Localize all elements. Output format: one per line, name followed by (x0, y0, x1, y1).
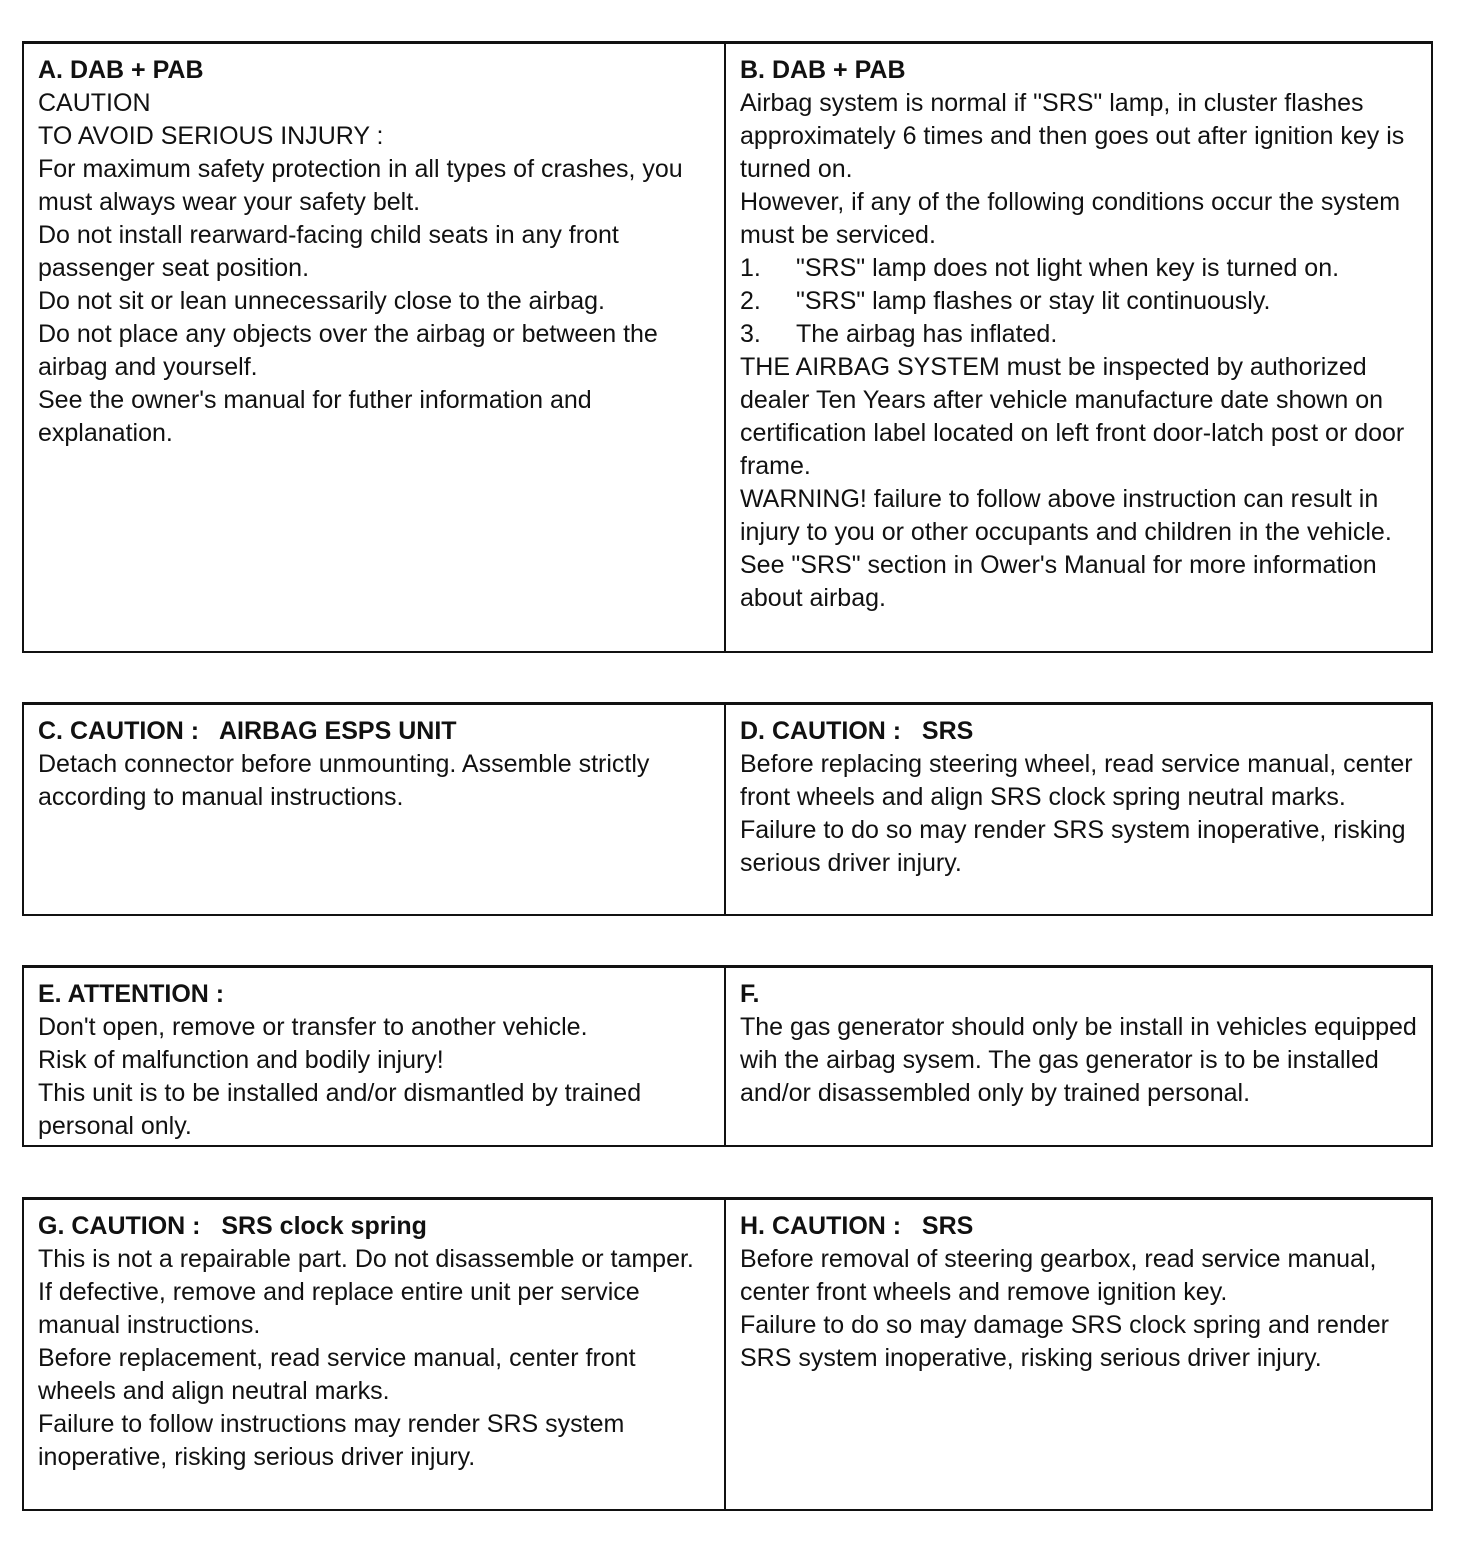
label-g-line: Before replacement, read service manual, center front wheels and align neutral marks. (38, 1344, 636, 1405)
label-g (24, 1200, 726, 1509)
label-b-line: THE AIRBAG SYSTEM must be inspected by authorized dealer Ten Years after vehicle manufacture date shown on certification label located on left front door-latch post or door frame. (740, 353, 1405, 480)
label-h (726, 1200, 1431, 1509)
label-box-a-b (22, 41, 1433, 653)
label-b-title: B. DAB + PAB (740, 56, 906, 84)
label-b-line: Airbag system is normal if "SRS" lamp, in cluster flashes approximately 6 times and then goes out after ignition key is turned on. (740, 89, 1405, 183)
label-b-line: WARNING! failure to follow above instruction can result in injury to you or other occupants and children in the vehicle. (740, 485, 1392, 546)
label-a-line: Do not install rearward-facing child seats in any front passenger seat position. (38, 221, 619, 282)
label-g-line: Failure to follow instructions may render SRS system inoperative, risking serious driver injury. (38, 1410, 625, 1471)
label-a-title: A. DAB + PAB (38, 56, 204, 84)
label-d-line: Before replacing steering wheel, read service manual, center front wheels and align SRS clock spring neutral marks. (740, 750, 1413, 811)
label-b (726, 44, 1431, 651)
label-g-title: G. CAUTION : SRS clock spring (38, 1212, 427, 1240)
label-b-list-item (740, 252, 1423, 285)
label-a-line: See the owner's manual for futher information and explanation. (38, 386, 592, 447)
label-e-line: This unit is to be installed and/or dismantled by trained personal only. (38, 1079, 642, 1140)
label-a-line: Do not sit or lean unnecessarily close to the airbag. (38, 287, 605, 315)
label-h-line: Failure to do so may damage SRS clock spring and render SRS system inoperative, risking serious driver injury. (740, 1311, 1389, 1372)
label-e-title: E. ATTENTION : (38, 980, 225, 1008)
label-g-line: This is not a repairable part. Do not disassemble or tamper. (38, 1245, 694, 1273)
list-number: 3. (740, 320, 761, 348)
label-g-line: If defective, remove and replace entire unit per service manual instructions. (38, 1278, 640, 1339)
label-b-list-item (740, 318, 1423, 351)
label-c-title: C. CAUTION : AIRBAG ESPS UNIT (38, 717, 457, 745)
label-c (24, 705, 726, 914)
label-a (24, 44, 726, 651)
label-b-line: See "SRS" section in Ower's Manual for more information about airbag. (740, 551, 1377, 612)
list-text: "SRS" lamp flashes or stay lit continuously. (796, 287, 1271, 315)
list-number: 1. (740, 254, 761, 282)
label-box-c-d (22, 702, 1433, 916)
list-number: 2. (740, 287, 761, 315)
label-e (24, 968, 726, 1145)
list-text: The airbag has inflated. (796, 320, 1058, 348)
label-b-list-item (740, 285, 1423, 318)
label-b-line: However, if any of the following conditions occur the system must be serviced. (740, 188, 1401, 249)
label-e-line: Risk of malfunction and bodily injury! (38, 1046, 444, 1074)
label-box-g-h (22, 1197, 1433, 1511)
label-c-line: Detach connector before unmounting. Assemble strictly according to manual instructions. (38, 750, 650, 811)
label-d (726, 705, 1431, 914)
label-box-e-f (22, 965, 1433, 1147)
label-a-line: CAUTION (38, 89, 151, 117)
label-a-line: Do not place any objects over the airbag or between the airbag and yourself. (38, 320, 658, 381)
label-a-line: For maximum safety protection in all types of crashes, you must always wear your safety belt. (38, 155, 683, 216)
label-f-line: The gas generator should only be install in vehicles equipped wih the airbag sysem. The gas generator is to be installed and/or disassembled only by trained personal. (740, 1013, 1417, 1107)
label-h-line: Before removal of steering gearbox, read service manual, center front wheels and remove ignition key. (740, 1245, 1377, 1306)
list-text: "SRS" lamp does not light when key is turned on. (796, 254, 1340, 282)
label-e-line: Don't open, remove or transfer to another vehicle. (38, 1013, 588, 1041)
label-a-line: TO AVOID SERIOUS INJURY : (38, 122, 384, 150)
label-d-line: Failure to do so may render SRS system inoperative, risking serious driver injury. (740, 816, 1406, 877)
label-f (726, 968, 1431, 1145)
label-d-title: D. CAUTION : SRS (740, 717, 974, 745)
label-f-title: F. (740, 980, 760, 1008)
label-h-title: H. CAUTION : SRS (740, 1212, 974, 1240)
